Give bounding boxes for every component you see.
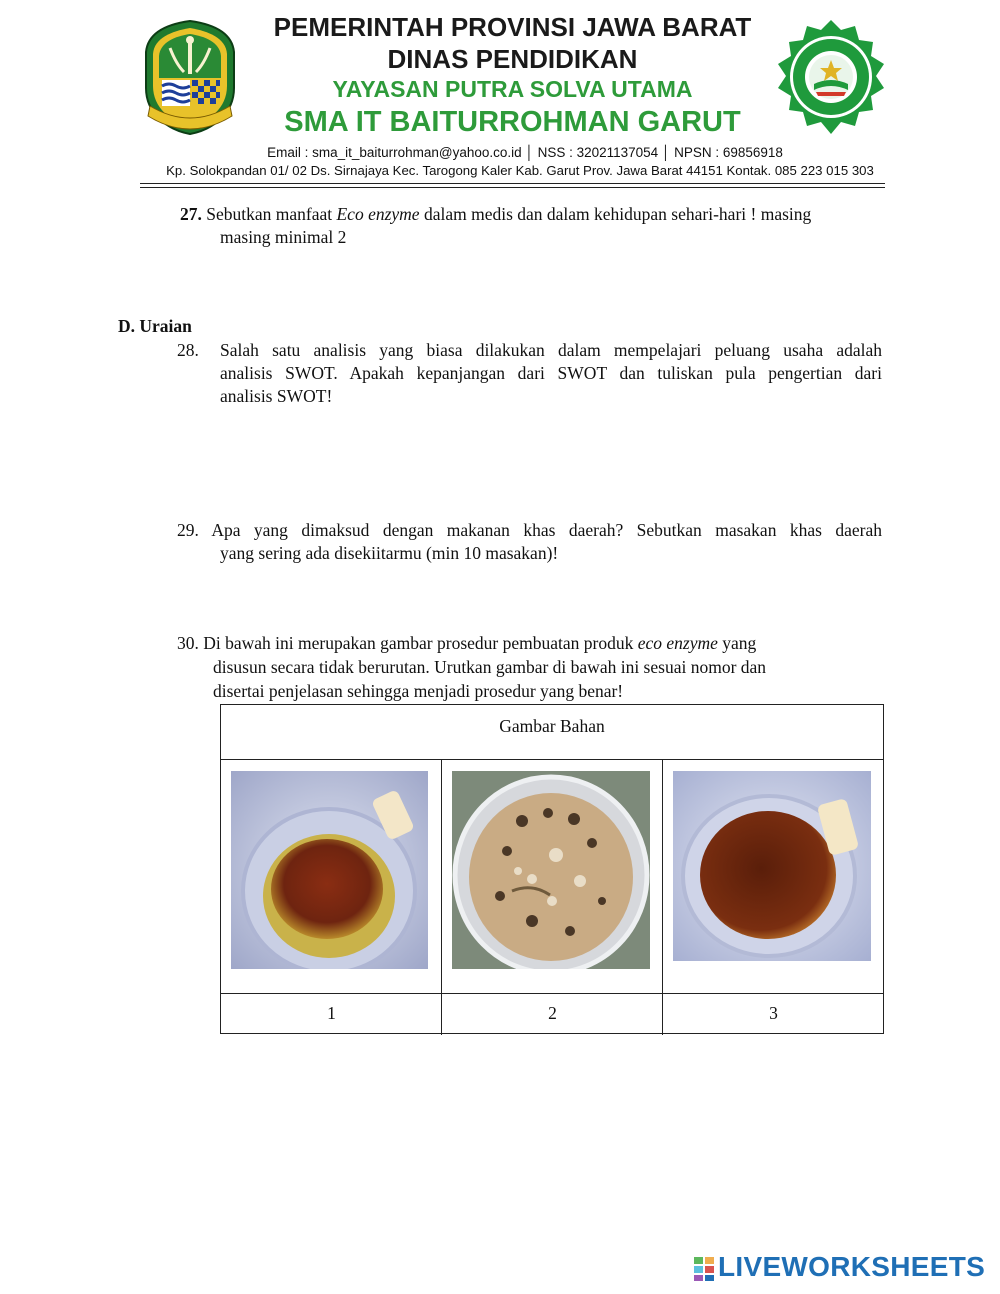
question-29-line-2: yang sering ada disekiitarmu (min 10 masakan)! [220, 543, 559, 563]
question-28-line-3: analisis SWOT! [220, 386, 333, 406]
question-28-line-2: analisis SWOT. Apakah kepanjangan dari SWOT dan tuliskan pula pengertian dari [220, 363, 882, 383]
photo-2-fruit-peel-mixture [452, 771, 650, 969]
question-30-line-2: disusun secara tidak berurutan. Urutkan gambar di bawah ini sesuai nomor dan [213, 657, 767, 677]
question-27-italic-term: Eco enzyme [336, 204, 420, 224]
materials-table [220, 704, 884, 1034]
table-cell-number-2: 2 [548, 1003, 557, 1023]
header-school-title: SMA IT BAITURROHMAN GARUT [284, 106, 741, 138]
question-27-text-b: dalam medis dan dalam kehidupan sehari-hari ! masing [419, 204, 812, 224]
question-28-number: 28. [177, 340, 199, 360]
header-department-title: DINAS PENDIDIKAN [387, 44, 638, 74]
photo-1-ecoenzyme-sediment [231, 771, 428, 969]
liveworksheets-logo-icon [694, 1257, 714, 1281]
header-contact-line-2: Kp. Solokpandan 01/ 02 Ds. Sirnajaya Kec. Tarogong Kaler Kab. Garut Prov. Jawa Barat 44151 Kontak. 085 223 015 303 [166, 163, 874, 178]
header-divider-top [140, 183, 885, 184]
header-divider-bottom [140, 187, 885, 188]
question-27-line-2: masing minimal 2 [220, 227, 347, 247]
table-header-cell: Gambar Bahan [221, 705, 883, 760]
question-30-line-3: disertai penjelasan sehingga menjadi prosedur yang benar! [213, 681, 624, 701]
question-30-italic-term: eco enzyme [637, 633, 718, 653]
question-27-line-1 [180, 203, 883, 226]
header-government-title: PEMERINTAH PROVINSI JAWA BARAT [273, 12, 752, 42]
header-foundation-title: YAYASAN PUTRA SOLVA UTAMA [332, 76, 693, 102]
table-cell-number-1: 1 [327, 1003, 336, 1023]
question-28-line-1: Salah satu analisis yang biasa dilakukan dalam mempelajari peluang usaha adalah [220, 340, 882, 360]
table-row-divider [221, 993, 883, 994]
question-30-text-b: yang [717, 633, 757, 653]
question-29-line-1: 29. Apa yang dimaksud dengan makanan khas daerah? Sebutkan masakan khas daerah [177, 520, 882, 540]
question-30-line-1 [177, 632, 756, 655]
table-cell-number-3: 3 [769, 1003, 778, 1023]
header-contact-line-1: Email : sma_it_baiturrohman@yahoo.co.id │ NSS : 32021137054 │ NPSN : 69856918 [267, 145, 783, 160]
question-27-number: 27. [180, 204, 202, 224]
question-27-text-a: Sebutkan manfaat [206, 204, 337, 224]
school-emblem-logo [770, 18, 892, 138]
liveworksheets-brand-text[interactable]: LIVEWORKSHEETS [718, 1251, 986, 1282]
west-java-emblem-logo [140, 18, 240, 136]
photo-3-ecoenzyme-liquid [673, 771, 871, 961]
question-30-text-a: 30. Di bawah ini merupakan gambar prosedur pembuatan produk [177, 633, 638, 653]
section-d-title: D. Uraian [118, 316, 192, 336]
